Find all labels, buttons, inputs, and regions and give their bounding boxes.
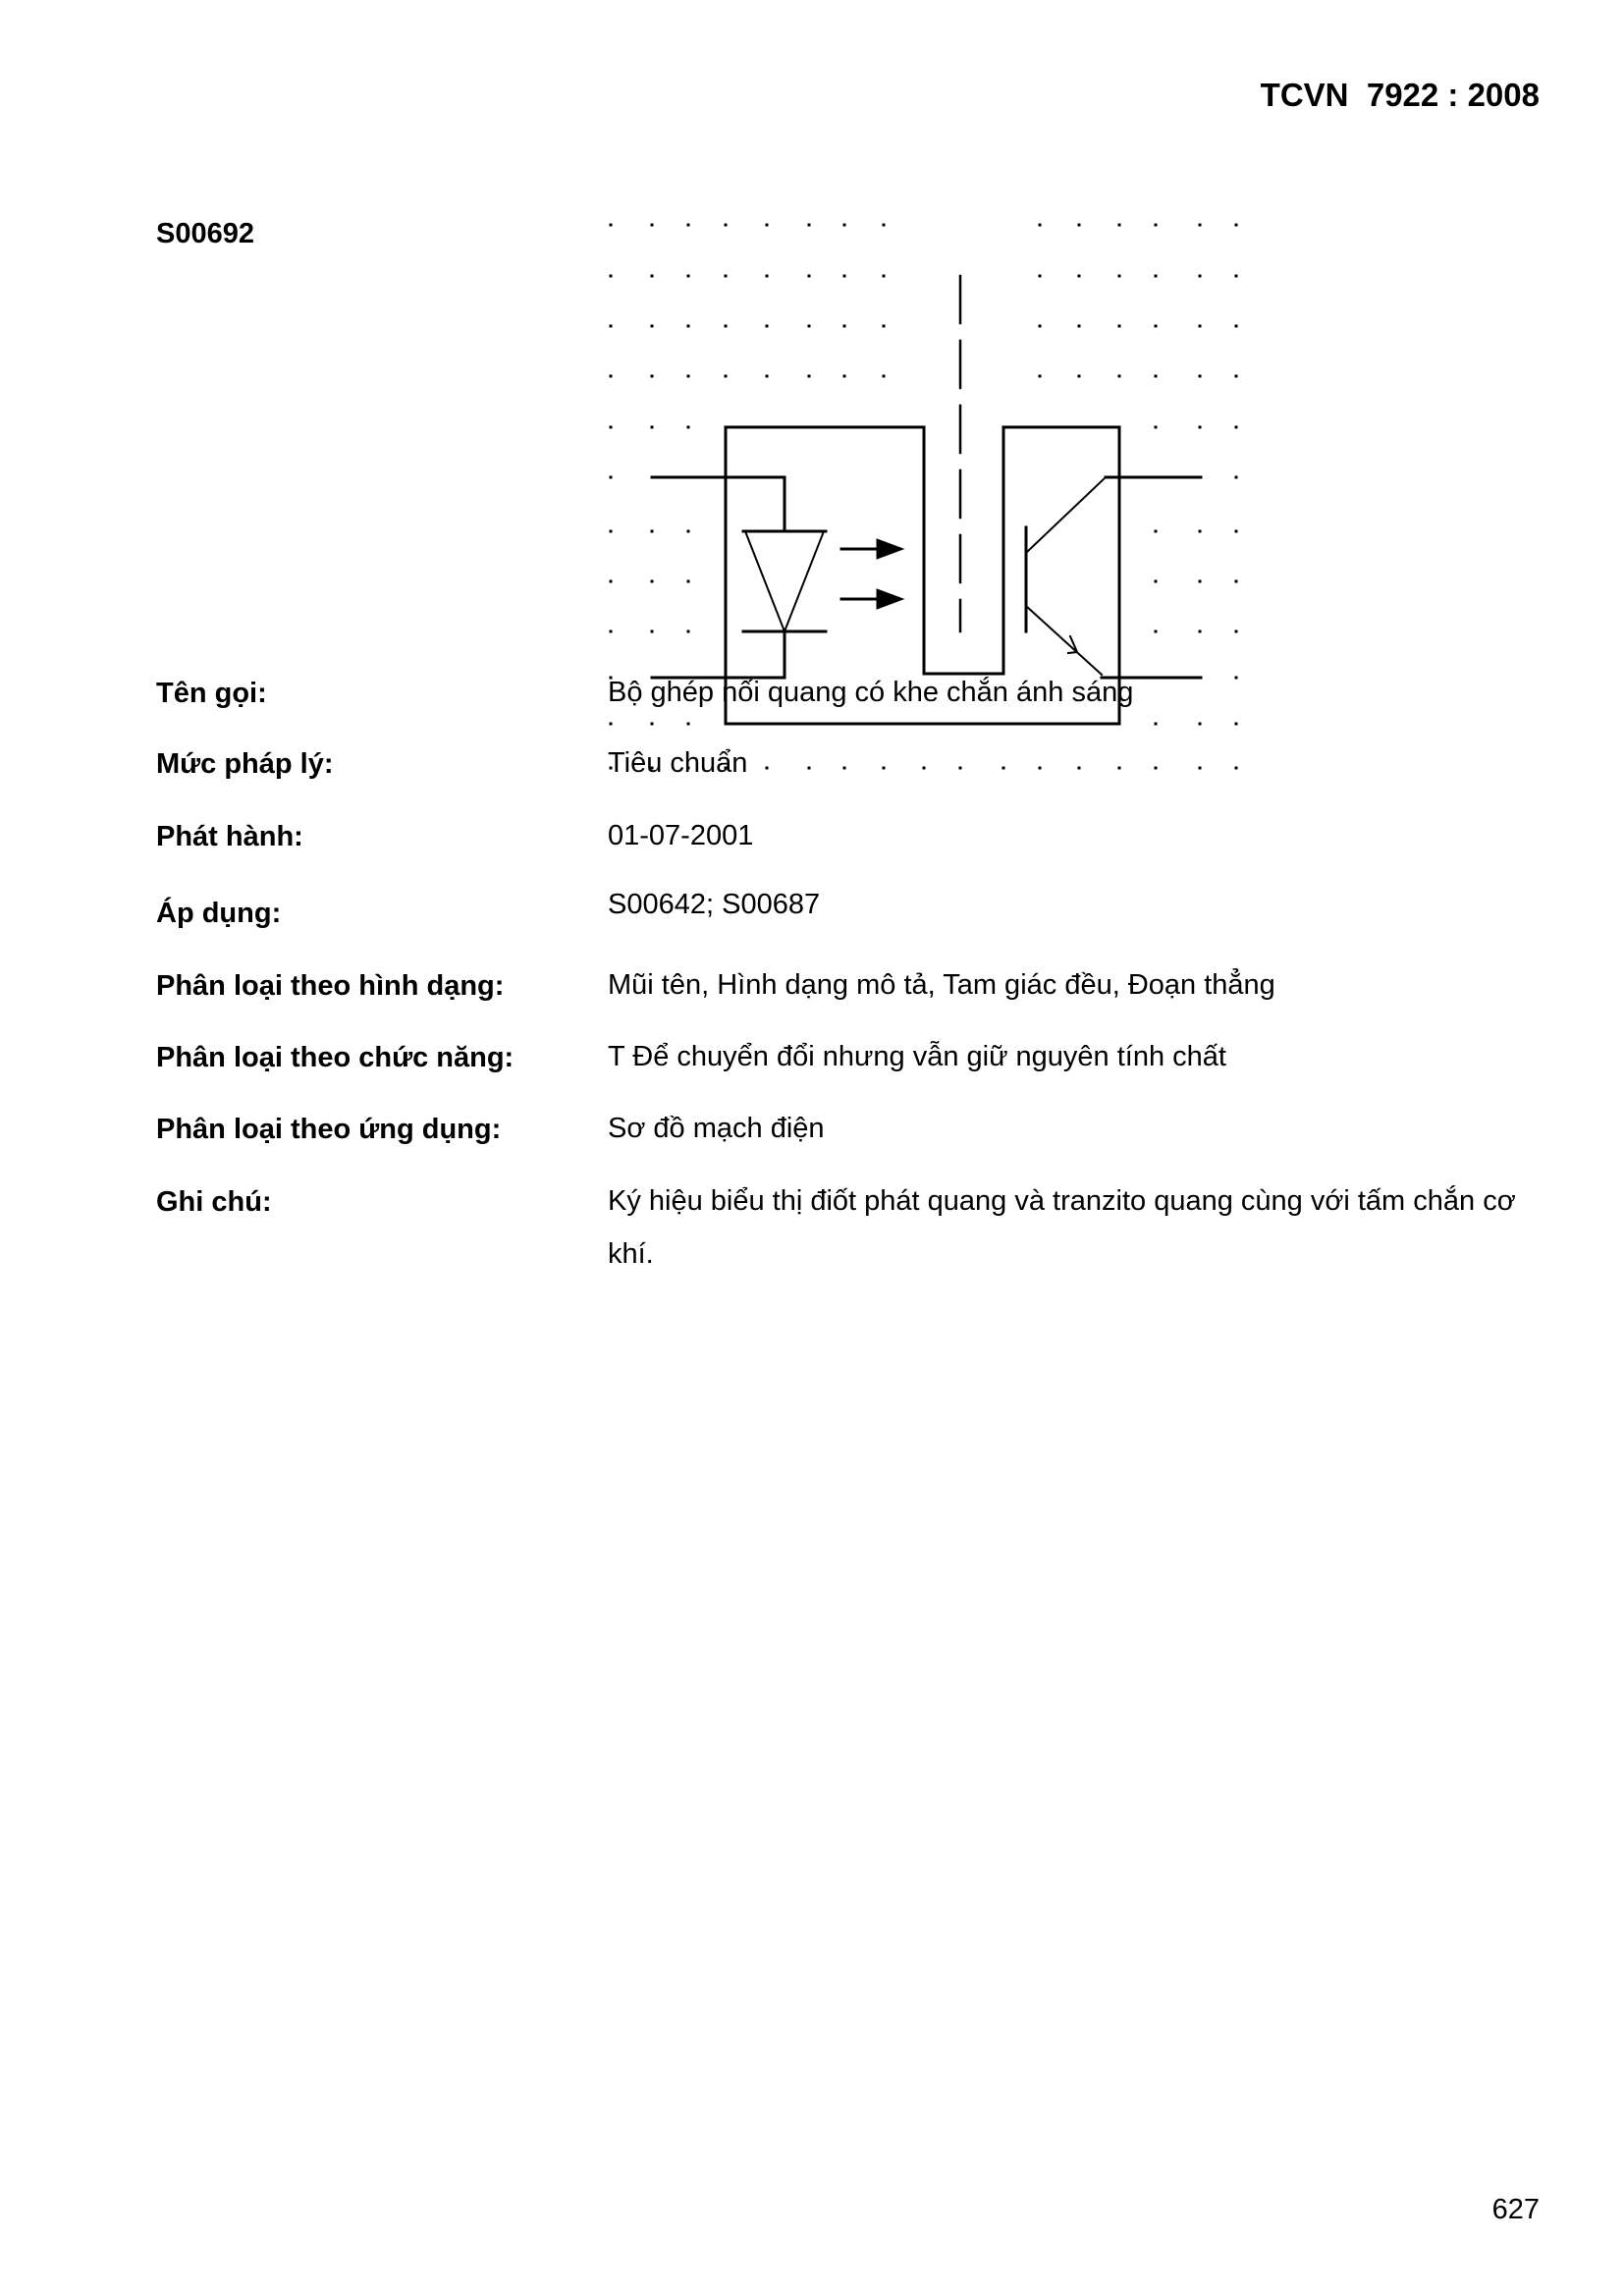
grid-dot xyxy=(1078,275,1081,278)
grid-dot xyxy=(843,375,846,378)
grid-dot xyxy=(610,426,613,429)
grid-dot xyxy=(883,375,886,378)
grid-dot xyxy=(610,630,613,633)
diode-triangle-icon xyxy=(745,531,824,631)
grid-dot xyxy=(1235,530,1238,533)
grid-dot xyxy=(766,325,769,328)
grid-dot xyxy=(687,723,690,726)
grid-dot xyxy=(651,375,654,378)
grid-dot xyxy=(843,275,846,278)
field-value: 01-07-2001 xyxy=(608,820,754,851)
grid-dot xyxy=(1118,325,1121,328)
grid-dot xyxy=(651,224,654,227)
grid-dot xyxy=(1235,325,1238,328)
grid-dot xyxy=(883,325,886,328)
grid-dot xyxy=(1118,275,1121,278)
field-value: T Để chuyển đổi nhưng vẫn giữ nguyên tính chất xyxy=(608,1041,1226,1072)
symbol-code: S00692 xyxy=(156,218,254,249)
grid-dot xyxy=(725,275,728,278)
grid-dot xyxy=(808,375,811,378)
grid-dot xyxy=(1235,630,1238,633)
grid-dot xyxy=(651,530,654,533)
grid-dot xyxy=(1235,426,1238,429)
grid-dot xyxy=(651,275,654,278)
grid-dot xyxy=(610,580,613,583)
grid-dot xyxy=(1199,224,1202,227)
grid-dot xyxy=(1235,375,1238,378)
field-value: Bộ ghép nối quang có khe chắn ánh sáng xyxy=(608,677,1134,708)
grid-dot xyxy=(1118,375,1121,378)
led-anode-lead xyxy=(652,477,785,531)
grid-dot xyxy=(651,630,654,633)
field-label: Mức pháp lý: xyxy=(156,748,334,780)
grid-dot xyxy=(1039,275,1042,278)
grid-dot xyxy=(808,325,811,328)
grid-dot xyxy=(1155,426,1158,429)
grid-dot xyxy=(687,630,690,633)
grid-dot xyxy=(725,325,728,328)
grid-dot xyxy=(1199,325,1202,328)
field-label: Tên gọi: xyxy=(156,678,267,709)
grid-dot xyxy=(1118,224,1121,227)
grid-dot xyxy=(651,723,654,726)
grid-dot xyxy=(725,375,728,378)
field-label: Phát hành: xyxy=(156,821,303,852)
grid-dot xyxy=(1199,530,1202,533)
grid-dot xyxy=(1199,375,1202,378)
grid-dot xyxy=(1235,580,1238,583)
grid-dot xyxy=(1199,580,1202,583)
grid-dot xyxy=(1199,275,1202,278)
grid-dot xyxy=(610,476,613,479)
light-arrow-2-head xyxy=(877,589,903,609)
field-label: Phân loại theo hình dạng: xyxy=(156,970,505,1002)
grid-dot xyxy=(687,530,690,533)
field-value: Tiêu chuẩn xyxy=(608,747,748,779)
grid-dot xyxy=(725,224,728,227)
grid-dot xyxy=(1235,476,1238,479)
grid-dot xyxy=(610,275,613,278)
grid-dot xyxy=(766,224,769,227)
grid-dot xyxy=(1155,375,1158,378)
grid-dot xyxy=(610,224,613,227)
grid-dot xyxy=(766,375,769,378)
grid-dot xyxy=(610,530,613,533)
grid-dot xyxy=(1155,723,1158,726)
grid-dot xyxy=(1155,224,1158,227)
grid-dot xyxy=(843,224,846,227)
grid-dot xyxy=(687,426,690,429)
grid-dot xyxy=(1155,530,1158,533)
grid-dot xyxy=(1078,325,1081,328)
grid-dot xyxy=(1078,375,1081,378)
field-value: Ký hiệu biểu thị điốt phát quang và tranzito quang cùng với tấm chắn cơ khí. xyxy=(608,1185,1516,1270)
grid-dot xyxy=(687,325,690,328)
field-label: Ghi chú: xyxy=(156,1186,272,1218)
light-arrow-1-head xyxy=(877,539,903,559)
grid-dot xyxy=(883,275,886,278)
grid-dot xyxy=(808,224,811,227)
grid-dot xyxy=(610,375,613,378)
field-label: Áp dụng: xyxy=(156,898,282,929)
grid-dot xyxy=(687,580,690,583)
grid-dot xyxy=(687,375,690,378)
grid-dot xyxy=(766,275,769,278)
grid-dot xyxy=(1039,325,1042,328)
page-number: 627 xyxy=(1491,2194,1540,2225)
field-label: Phân loại theo ứng dụng: xyxy=(156,1114,502,1145)
grid-dot xyxy=(1155,630,1158,633)
grid-dot xyxy=(1155,275,1158,278)
grid-dot xyxy=(883,224,886,227)
grid-dot xyxy=(808,275,811,278)
grid-dot xyxy=(651,426,654,429)
grid-dot xyxy=(651,325,654,328)
grid-dot xyxy=(1235,224,1238,227)
grid-dot xyxy=(1155,580,1158,583)
field-value: Sơ đồ mạch điện xyxy=(608,1113,825,1144)
field-value: Mũi tên, Hình dạng mô tả, Tam giác đều, Đoạn thẳng xyxy=(608,969,1275,1001)
grid-dot xyxy=(1235,723,1238,726)
grid-dot xyxy=(651,580,654,583)
transistor-emitter xyxy=(1026,606,1102,675)
grid-dot xyxy=(1199,723,1202,726)
grid-dot xyxy=(1235,275,1238,278)
transistor-collector xyxy=(1026,477,1106,553)
field-label: Phân loại theo chức năng: xyxy=(156,1042,514,1073)
grid-dot xyxy=(1039,375,1042,378)
standard-header: TCVN 7922 : 2008 xyxy=(1260,77,1540,113)
grid-dot xyxy=(1199,630,1202,633)
grid-dot xyxy=(1078,224,1081,227)
grid-dot xyxy=(1155,325,1158,328)
grid-dot xyxy=(610,723,613,726)
grid-dot xyxy=(687,224,690,227)
grid-dot xyxy=(1199,426,1202,429)
field-value: S00642; S00687 xyxy=(608,889,821,920)
grid-dot xyxy=(687,275,690,278)
grid-dot xyxy=(610,325,613,328)
grid-dot xyxy=(1039,224,1042,227)
grid-dot xyxy=(843,325,846,328)
